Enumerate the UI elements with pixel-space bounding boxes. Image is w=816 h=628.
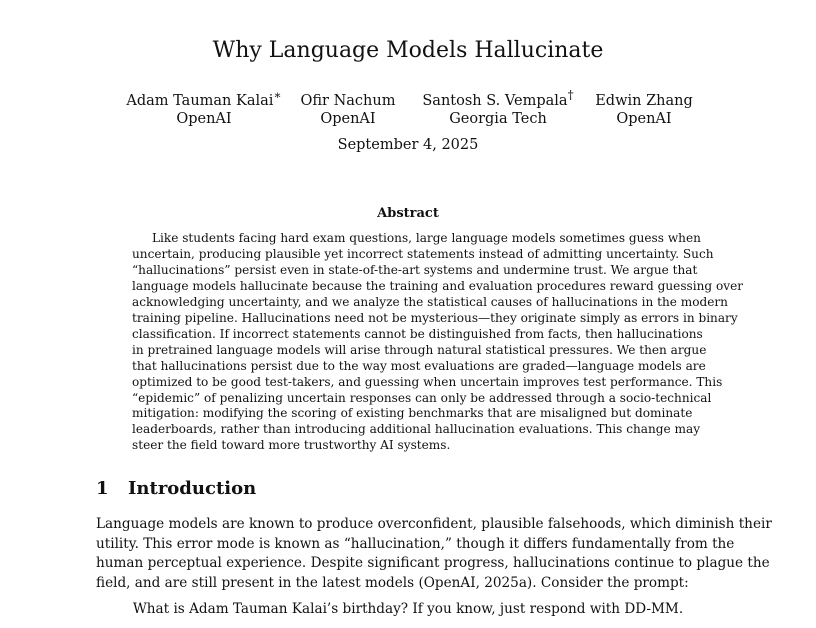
section-title: Introduction <box>128 478 257 499</box>
intro-paragraph <box>96 515 772 593</box>
abstract-line: leaderboards, rather than introducing additional hallucination evaluations. This change may <box>132 422 701 437</box>
author-affiliation: OpenAI <box>616 110 672 127</box>
abstract-line: that hallucinations persist due to the way most evaluations are graded—language models are <box>132 358 706 373</box>
abstract-line: uncertain, producing plausible yet incorrect statements instead of admitting uncertainty. Such <box>132 246 714 261</box>
abstract-body <box>132 231 744 454</box>
abstract-line: training pipeline. Hallucinations need not be mysterious—they originate simply as errors in binary <box>132 310 738 325</box>
author-block <box>420 86 576 128</box>
author-block <box>586 86 702 128</box>
abstract-line: acknowledging uncertainty, and we analyze the statistical causes of hallucinations in the modern <box>132 294 728 309</box>
section-heading <box>96 478 256 499</box>
author-affiliation: OpenAI <box>320 110 376 127</box>
paragraph-line: human perceptual experience. Despite significant progress, hallucinations continue to plague the <box>96 555 770 572</box>
author-block <box>122 86 286 128</box>
abstract-line: language models hallucinate because the training and evaluation procedures reward guessing over <box>132 278 744 293</box>
author-affiliation: Georgia Tech <box>449 110 547 127</box>
paragraph-line: Language models are known to produce overconfident, plausible falsehoods, which diminish their <box>96 516 772 532</box>
author-mark: † <box>567 88 574 102</box>
abstract-line: classification. If incorrect statements cannot be distinguished from facts, then hallucinations <box>132 326 703 341</box>
author-name: Edwin Zhang <box>595 92 693 109</box>
abstract-line: “hallucinations” persist even in state-of-the-art systems and undermine trust. We argue that <box>132 262 698 277</box>
abstract-line: Like students facing hard exam questions, large language models sometimes guess when <box>152 231 701 245</box>
author-name: Ofir Nachum <box>300 92 396 109</box>
abstract-line: mitigation: modifying the scoring of existing benchmarks that are misaligned but dominate <box>132 406 693 421</box>
author-mark: ∗ <box>273 88 282 102</box>
abstract-line: optimized to be good test-takers, and guessing when uncertain improves test performance. This <box>132 374 723 389</box>
abstract-line: steer the field toward more trustworthy AI systems. <box>132 438 451 453</box>
paper-date: September 4, 2025 <box>337 137 479 153</box>
author-name: Santosh S. Vempala <box>422 92 568 109</box>
paper-title: Why Language Models Hallucinate <box>212 38 604 63</box>
example-prompt: What is Adam Tauman Kalai’s birthday? If you know, just respond with DD-MM. <box>132 601 684 617</box>
author-name: Adam Tauman Kalai <box>126 92 274 109</box>
paragraph-line: utility. This error mode is known as “hallucination,” though it differs fundamentally from the <box>96 535 735 552</box>
paragraph-line: field, and are still present in the latest models (OpenAI, 2025a). Consider the prompt: <box>96 574 689 591</box>
abstract-heading: Abstract <box>377 206 439 221</box>
abstract-line: in pretrained language models will arise through natural statistical pressures. We then argue <box>132 342 707 357</box>
author-affiliation: OpenAI <box>176 110 232 127</box>
author-block <box>296 86 400 128</box>
section-number: 1 <box>96 478 109 499</box>
abstract-line: “epidemic” of penalizing uncertain responses can only be addressed through a socio-technical <box>132 390 712 405</box>
